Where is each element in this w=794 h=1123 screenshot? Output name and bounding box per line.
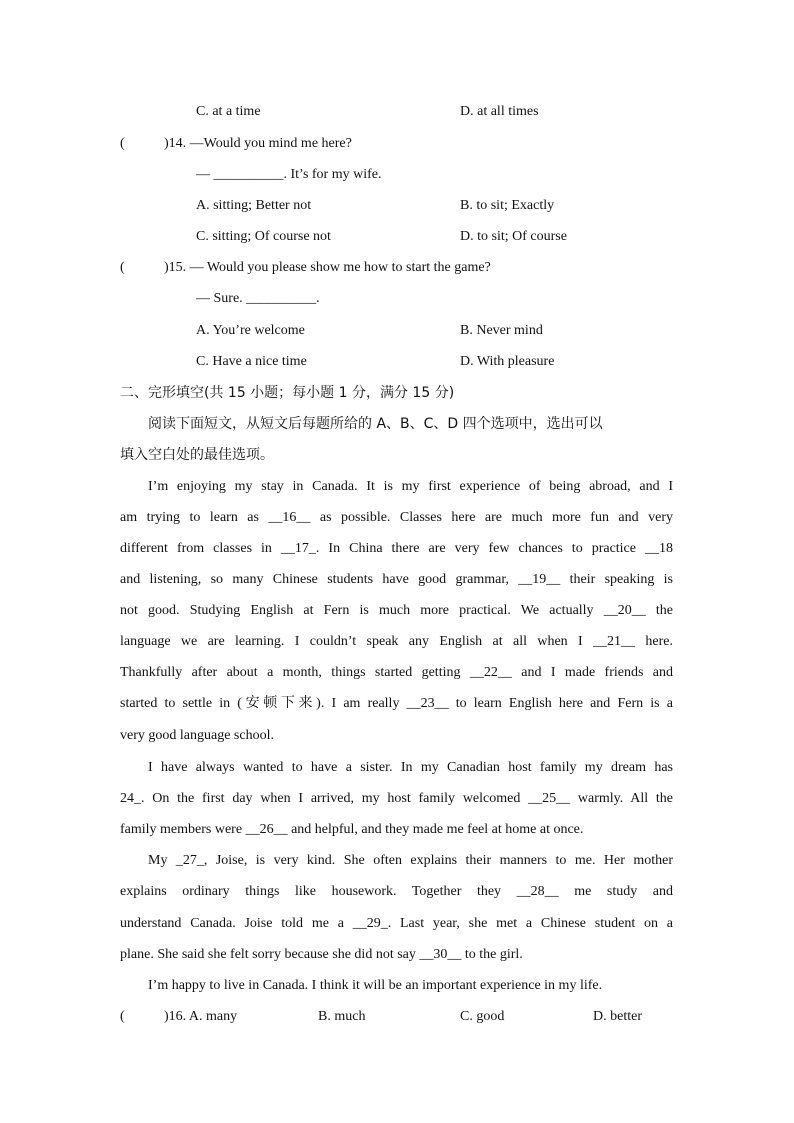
passage-line-14: explains ordinary things like housework. Together they __28__ me study and: [120, 884, 673, 899]
section-instruction-2: 填入空白处的最佳选项。: [120, 447, 274, 463]
passage-line-1: I’m enjoying my stay in Canada. It is my first experience of being abroad, and I: [148, 479, 673, 494]
passage-line-5: not good. Studying English at Fern is much more practical. We actually __20__ the: [120, 603, 673, 618]
q15-option-c: C. Have a nice time: [196, 354, 307, 369]
section-instruction-1: 阅读下面短文，从短文后每题所给的 A、B、C、D 四个选项中，选出可以: [148, 416, 603, 432]
passage-line-3: different from classes in __17_. In China there are very few chances to practice __18: [120, 541, 673, 556]
passage-line-15: understand Canada. Joise told me a __29_. Last year, she met a Chinese student on a: [120, 916, 673, 931]
passage-line-17: I’m happy to live in Canada. I think it will be an important experience in my life.: [148, 978, 603, 993]
q15-paren: (: [120, 260, 125, 275]
q15-option-d: D. With pleasure: [460, 354, 555, 369]
passage-line-16: plane. She said she felt sorry because she did not say __30__ to the girl.: [120, 947, 523, 962]
passage-line-7: Thankfully after about a month, things started getting __22__ and I made friends and: [120, 665, 673, 680]
q16-option-c: C. good: [460, 1009, 505, 1024]
q14-stem: )14. —Would you mind me here?: [164, 136, 352, 151]
q15-option-b: B. Never mind: [460, 323, 543, 338]
q16-option-d: D. better: [593, 1009, 642, 1024]
q14-answer-line: — __________. It’s for my wife.: [196, 167, 382, 182]
section-title: 二、完形填空(共 15 小题；每小题 1 分，满分 15 分): [120, 385, 455, 401]
passage-line-10: I have always wanted to have a sister. In my Canadian host family my dream has: [148, 760, 673, 775]
passage-line-13: My _27_, Joise, is very kind. She often explains their manners to me. Her mother: [148, 853, 673, 868]
q15-option-a: A. You’re welcome: [196, 323, 305, 338]
passage-line-2: am trying to learn as __16__ as possible. Classes here are much more fun and very: [120, 510, 673, 525]
q14-option-c: C. sitting; Of course not: [196, 229, 331, 244]
passage-line-11: 24_. On the first day when I arrived, my host family welcomed __25__ warmly. All the: [120, 791, 673, 806]
q14-option-a: A. sitting; Better not: [196, 198, 312, 213]
passage-line-9: very good language school.: [120, 728, 274, 743]
q15-answer-line: — Sure. __________.: [196, 291, 320, 306]
passage-line-6: language we are learning. I couldn’t speak any English at all when I __21__ here.: [120, 634, 673, 649]
passage-line-12: family members were __26__ and helpful, and they made me feel at home at once.: [120, 822, 584, 837]
q16-option-b: B. much: [318, 1009, 366, 1024]
q14-paren: (: [120, 136, 125, 151]
q13-option-c: C. at a time: [196, 104, 261, 119]
q14-option-b: B. to sit; Exactly: [460, 198, 555, 213]
q16-paren: (: [120, 1009, 125, 1024]
passage-line-4: and listening, so many Chinese students have good grammar, __19__ their speaking is: [120, 572, 673, 587]
q13-option-d: D. at all times: [460, 104, 539, 119]
passage-line-8: started to settle in (安顿下来). I am really __23__ to learn English here and Fern is a: [120, 696, 673, 711]
q15-stem: )15. — Would you please show me how to start the game?: [164, 260, 491, 275]
q16-stem: )16. A. many: [164, 1009, 238, 1024]
q14-option-d: D. to sit; Of course: [460, 229, 567, 244]
